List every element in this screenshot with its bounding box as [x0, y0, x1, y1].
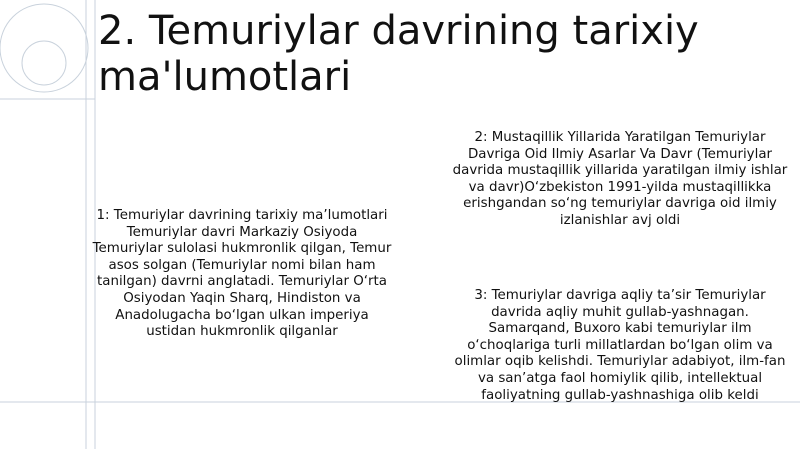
large-circle [0, 4, 88, 92]
text-block-1: 1: Temuriylar davrining tarixiy ma’lumotlari Temuriylar davri Markaziy Osiyoda Temuriylar sulolasi hukmronlik qilgan, Temur asos solgan (Temuriylar nomi bilan ham tanilgan) davrni anglatadi. Temuriylar O‘rta Osiyodan Yaqin Sharq, Hindiston va Anadolugacha bo‘lgan ulkan imperiya ustidan hukmronlik qilganlar [92, 208, 392, 340]
slide-title: 2. Temuriylar davrining tarixiy ma'lumotlari [98, 8, 699, 100]
text-block-2: 2: Mustaqillik Yillarida Yaratilgan Temuriylar Davriga Oid Ilmiy Asarlar Va Davr (Temuriylar davrida mustaqillik yillarida yaratilgan ilmiy ishlar va davr)O‘zbekiston 1991-yilda mustaqillikka erishgandan so‘ng temuriylar davriga oid ilmiy izlanishlar avj oldi [452, 130, 788, 228]
small-circle [22, 41, 66, 85]
text-block-3: 3: Temuriylar davriga aqliy ta’sir Temuriylar davrida aqliy muhit gullab-yashnagan. Samarqand, Buxoro kabi temuriylar ilm o‘choqlariga turli millatlardan bo‘lgan olim va olimlar oqib kelishdi. Temuriylar adabiyot, ilm-fan va san’atga faol homiylik qilib, intellektual faoliyatning gullab-yashnashiga olib keldi [454, 288, 786, 403]
